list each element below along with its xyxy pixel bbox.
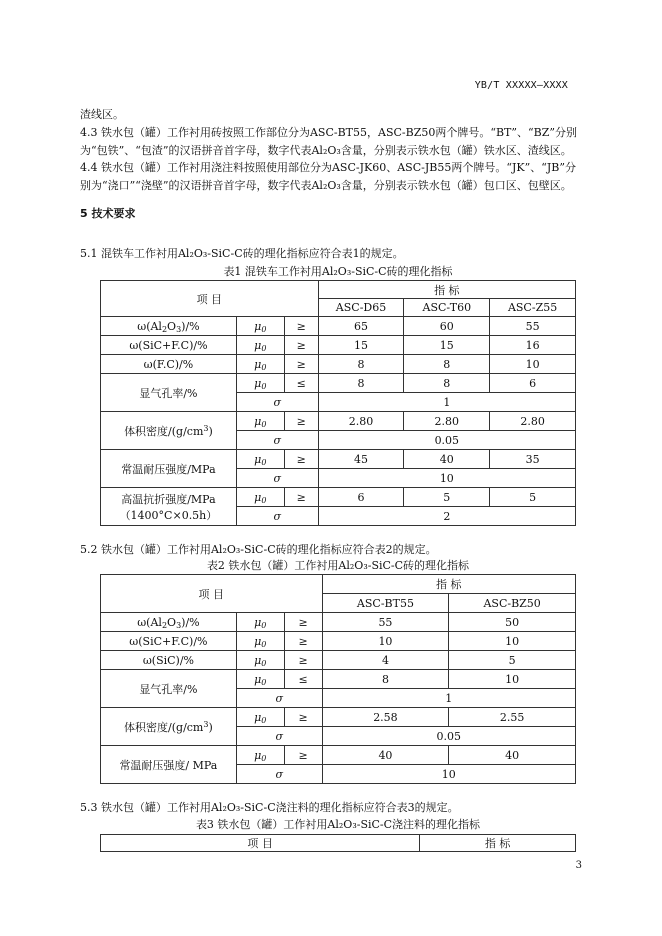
sigma-symbol: σ	[236, 393, 318, 412]
table-1-index-header: 指 标	[318, 281, 575, 299]
table-1-value: 40	[404, 450, 490, 469]
sigma-symbol: σ	[236, 507, 318, 526]
table-2-row-name: ω(SiC+F.C)/%	[101, 632, 237, 651]
table-1-value: 15	[318, 336, 404, 355]
table-1-value: 10	[490, 355, 576, 374]
table-1-value: 55	[490, 317, 576, 336]
operator: ≥	[284, 488, 318, 507]
mu-symbol: $\mu_0$	[236, 355, 284, 374]
table-3-item-header: 项 目	[101, 835, 420, 852]
table-2-index-header: 指 标	[322, 575, 575, 594]
table-2-caption: 表2 铁水包（罐）工作衬用Al₂O₃-SiC-C砖的理化指标	[206, 559, 470, 572]
mu-symbol: $\mu_0$	[236, 488, 284, 507]
table-3	[100, 834, 576, 852]
table-2-value: 40	[449, 746, 576, 765]
table-2-value: 5	[449, 651, 576, 670]
table-2-value: 2.55	[449, 708, 576, 727]
table-1-value: 5	[404, 488, 490, 507]
table-1-value: 2.80	[404, 412, 490, 431]
table-2	[100, 574, 576, 784]
table-1-grade: ASC-T60	[404, 299, 490, 317]
paragraph-4-3: 4.3 铁水包（罐）工作衬用砖按照工作部位分为ASC-BT55，ASC-BZ50两个牌号。“BT”、“BZ”分别为“包铁”、“包渣”的汉语拼音首字母，数字代表Al₂O₃含量，分别表示铁水包（罐）铁水区、渣线区。	[80, 126, 577, 157]
table-1-row-name	[101, 488, 237, 526]
table-1-value: 8	[404, 374, 490, 393]
paragraph-4-4: 4.4 铁水包（罐）工作衬用浇注料按照使用部位分为ASC-JK60、ASC-JB55两个牌号。“JK”、“JB”分别为“浇口”“浇壁”的汉语拼音首字母，数字代表Al₂O₃含量，分别表示铁水包（罐）包口区、包壁区。	[80, 161, 576, 192]
table-3-index-header: 指 标	[420, 835, 576, 852]
table-1-row-name: ω(SiC+F.C)/%	[101, 336, 237, 355]
table-2-sigma-value: 10	[322, 765, 575, 784]
table-2-value: 40	[322, 746, 449, 765]
paragraph-5-1: 5.1 混铁车工作衬用Al₂O₃-SiC-C砖的理化指标应符合表1的规定。	[80, 247, 404, 260]
table-1-row-name: 体积密度$/(g/cm^3)$	[101, 412, 237, 450]
table-3-caption: 表3 铁水包（罐）工作衬用Al₂O₃-SiC-C浇注料的理化指标	[195, 818, 481, 831]
table-1-value: 65	[318, 317, 404, 336]
operator: ≥	[284, 450, 318, 469]
sigma-symbol: σ	[236, 727, 322, 746]
operator: ≥	[284, 355, 318, 374]
table-1-value: 16	[490, 336, 576, 355]
table-2-row-name: 显气孔率/%	[101, 670, 237, 708]
mu-symbol: $\mu_0$	[236, 746, 284, 765]
mu-symbol: $\mu_0$	[236, 632, 284, 651]
table-2-value: 10	[449, 670, 576, 689]
table-2-sigma-value: 0.05	[322, 727, 575, 746]
mu-symbol: $\mu_0$	[236, 670, 284, 689]
mu-symbol: $\mu_0$	[236, 317, 284, 336]
table-1-grade: ASC-D65	[318, 299, 404, 317]
table-2-value: 55	[322, 613, 449, 632]
mu-symbol: $\mu_0$	[236, 450, 284, 469]
table-2-item-header: 项 目	[101, 575, 323, 613]
table-1-value: 2.80	[490, 412, 576, 431]
operator: ≥	[284, 412, 318, 431]
operator: ≤	[284, 670, 322, 689]
operator: ≥	[284, 317, 318, 336]
table-1-value: 15	[404, 336, 490, 355]
table-2-grade: ASC-BT55	[322, 594, 449, 613]
mu-symbol: $\mu_0$	[236, 374, 284, 393]
table-2-value: 2.58	[322, 708, 449, 727]
operator: ≥	[284, 336, 318, 355]
row-name-line-2: （1400°C×0.5h）	[119, 508, 218, 522]
operator: ≥	[284, 746, 322, 765]
table-1	[100, 280, 576, 526]
table-1-sigma-value: 10	[318, 469, 575, 488]
table-1-item-header: 项 目	[101, 281, 319, 317]
page-number: 3	[575, 860, 582, 871]
table-1-value: 5	[490, 488, 576, 507]
mu-symbol: $\mu_0$	[236, 613, 284, 632]
table-1-value: 45	[318, 450, 404, 469]
table-1-caption: 表1 混铁车工作衬用Al₂O₃-SiC-C砖的理化指标	[223, 265, 453, 278]
mu-symbol: $\mu_0$	[236, 336, 284, 355]
table-2-row-name: 常温耐压强度/ MPa	[101, 746, 237, 784]
paragraph-continuation: 渣线区。	[80, 108, 124, 121]
table-1-row-name: 常温耐压强度/MPa	[101, 450, 237, 488]
row-name-line-1: 高温抗折强度/MPa	[121, 492, 216, 506]
table-2-value: 10	[322, 632, 449, 651]
operator: ≥	[284, 708, 322, 727]
table-2-sigma-value: 1	[322, 689, 575, 708]
mu-symbol: $\mu_0$	[236, 412, 284, 431]
table-1-value: 8	[318, 355, 404, 374]
table-1-value: 8	[404, 355, 490, 374]
table-1-row-name: ω(F.C)/%	[101, 355, 237, 374]
sigma-symbol: σ	[236, 765, 322, 784]
table-1-value: 60	[404, 317, 490, 336]
table-1-row-name: 显气孔率/%	[101, 374, 237, 412]
table-1-sigma-value: 1	[318, 393, 575, 412]
table-1-value: 6	[318, 488, 404, 507]
sigma-symbol: σ	[236, 469, 318, 488]
table-1-row-name: $\omega(Al_2O_3)/\%$	[101, 317, 237, 336]
table-2-row-name: 体积密度$/(g/cm^3)$	[101, 708, 237, 746]
table-2-value: 50	[449, 613, 576, 632]
table-2-value: 10	[449, 632, 576, 651]
table-2-grade: ASC-BZ50	[449, 594, 576, 613]
table-2-value: 4	[322, 651, 449, 670]
document-code: YB/T XXXXX—XXXX	[474, 80, 568, 91]
operator: ≥	[284, 651, 322, 670]
table-1-value: 2.80	[318, 412, 404, 431]
mu-symbol: $\mu_0$	[236, 708, 284, 727]
paragraph-5-3: 5.3 铁水包（罐）工作衬用Al₂O₃-SiC-C浇注料的理化指标应符合表3的规定。	[80, 801, 459, 814]
table-1-sigma-value: 2	[318, 507, 575, 526]
table-2-row-name: $\omega(Al_2O_3)/\%$	[101, 613, 237, 632]
sigma-symbol: σ	[236, 689, 322, 708]
operator: ≥	[284, 613, 322, 632]
table-1-sigma-value: 0.05	[318, 431, 575, 450]
table-1-value: 6	[490, 374, 576, 393]
operator: ≤	[284, 374, 318, 393]
table-1-grade: ASC-Z55	[490, 299, 576, 317]
paragraph-5-2: 5.2 铁水包（罐）工作衬用Al₂O₃-SiC-C砖的理化指标应符合表2的规定。	[80, 543, 437, 556]
table-1-value: 8	[318, 374, 404, 393]
operator: ≥	[284, 632, 322, 651]
mu-symbol: $\mu_0$	[236, 651, 284, 670]
section-5-heading: 5 技术要求	[80, 207, 136, 220]
table-1-value: 35	[490, 450, 576, 469]
table-2-row-name: ω(SiC)/%	[101, 651, 237, 670]
sigma-symbol: σ	[236, 431, 318, 450]
table-2-value: 8	[322, 670, 449, 689]
